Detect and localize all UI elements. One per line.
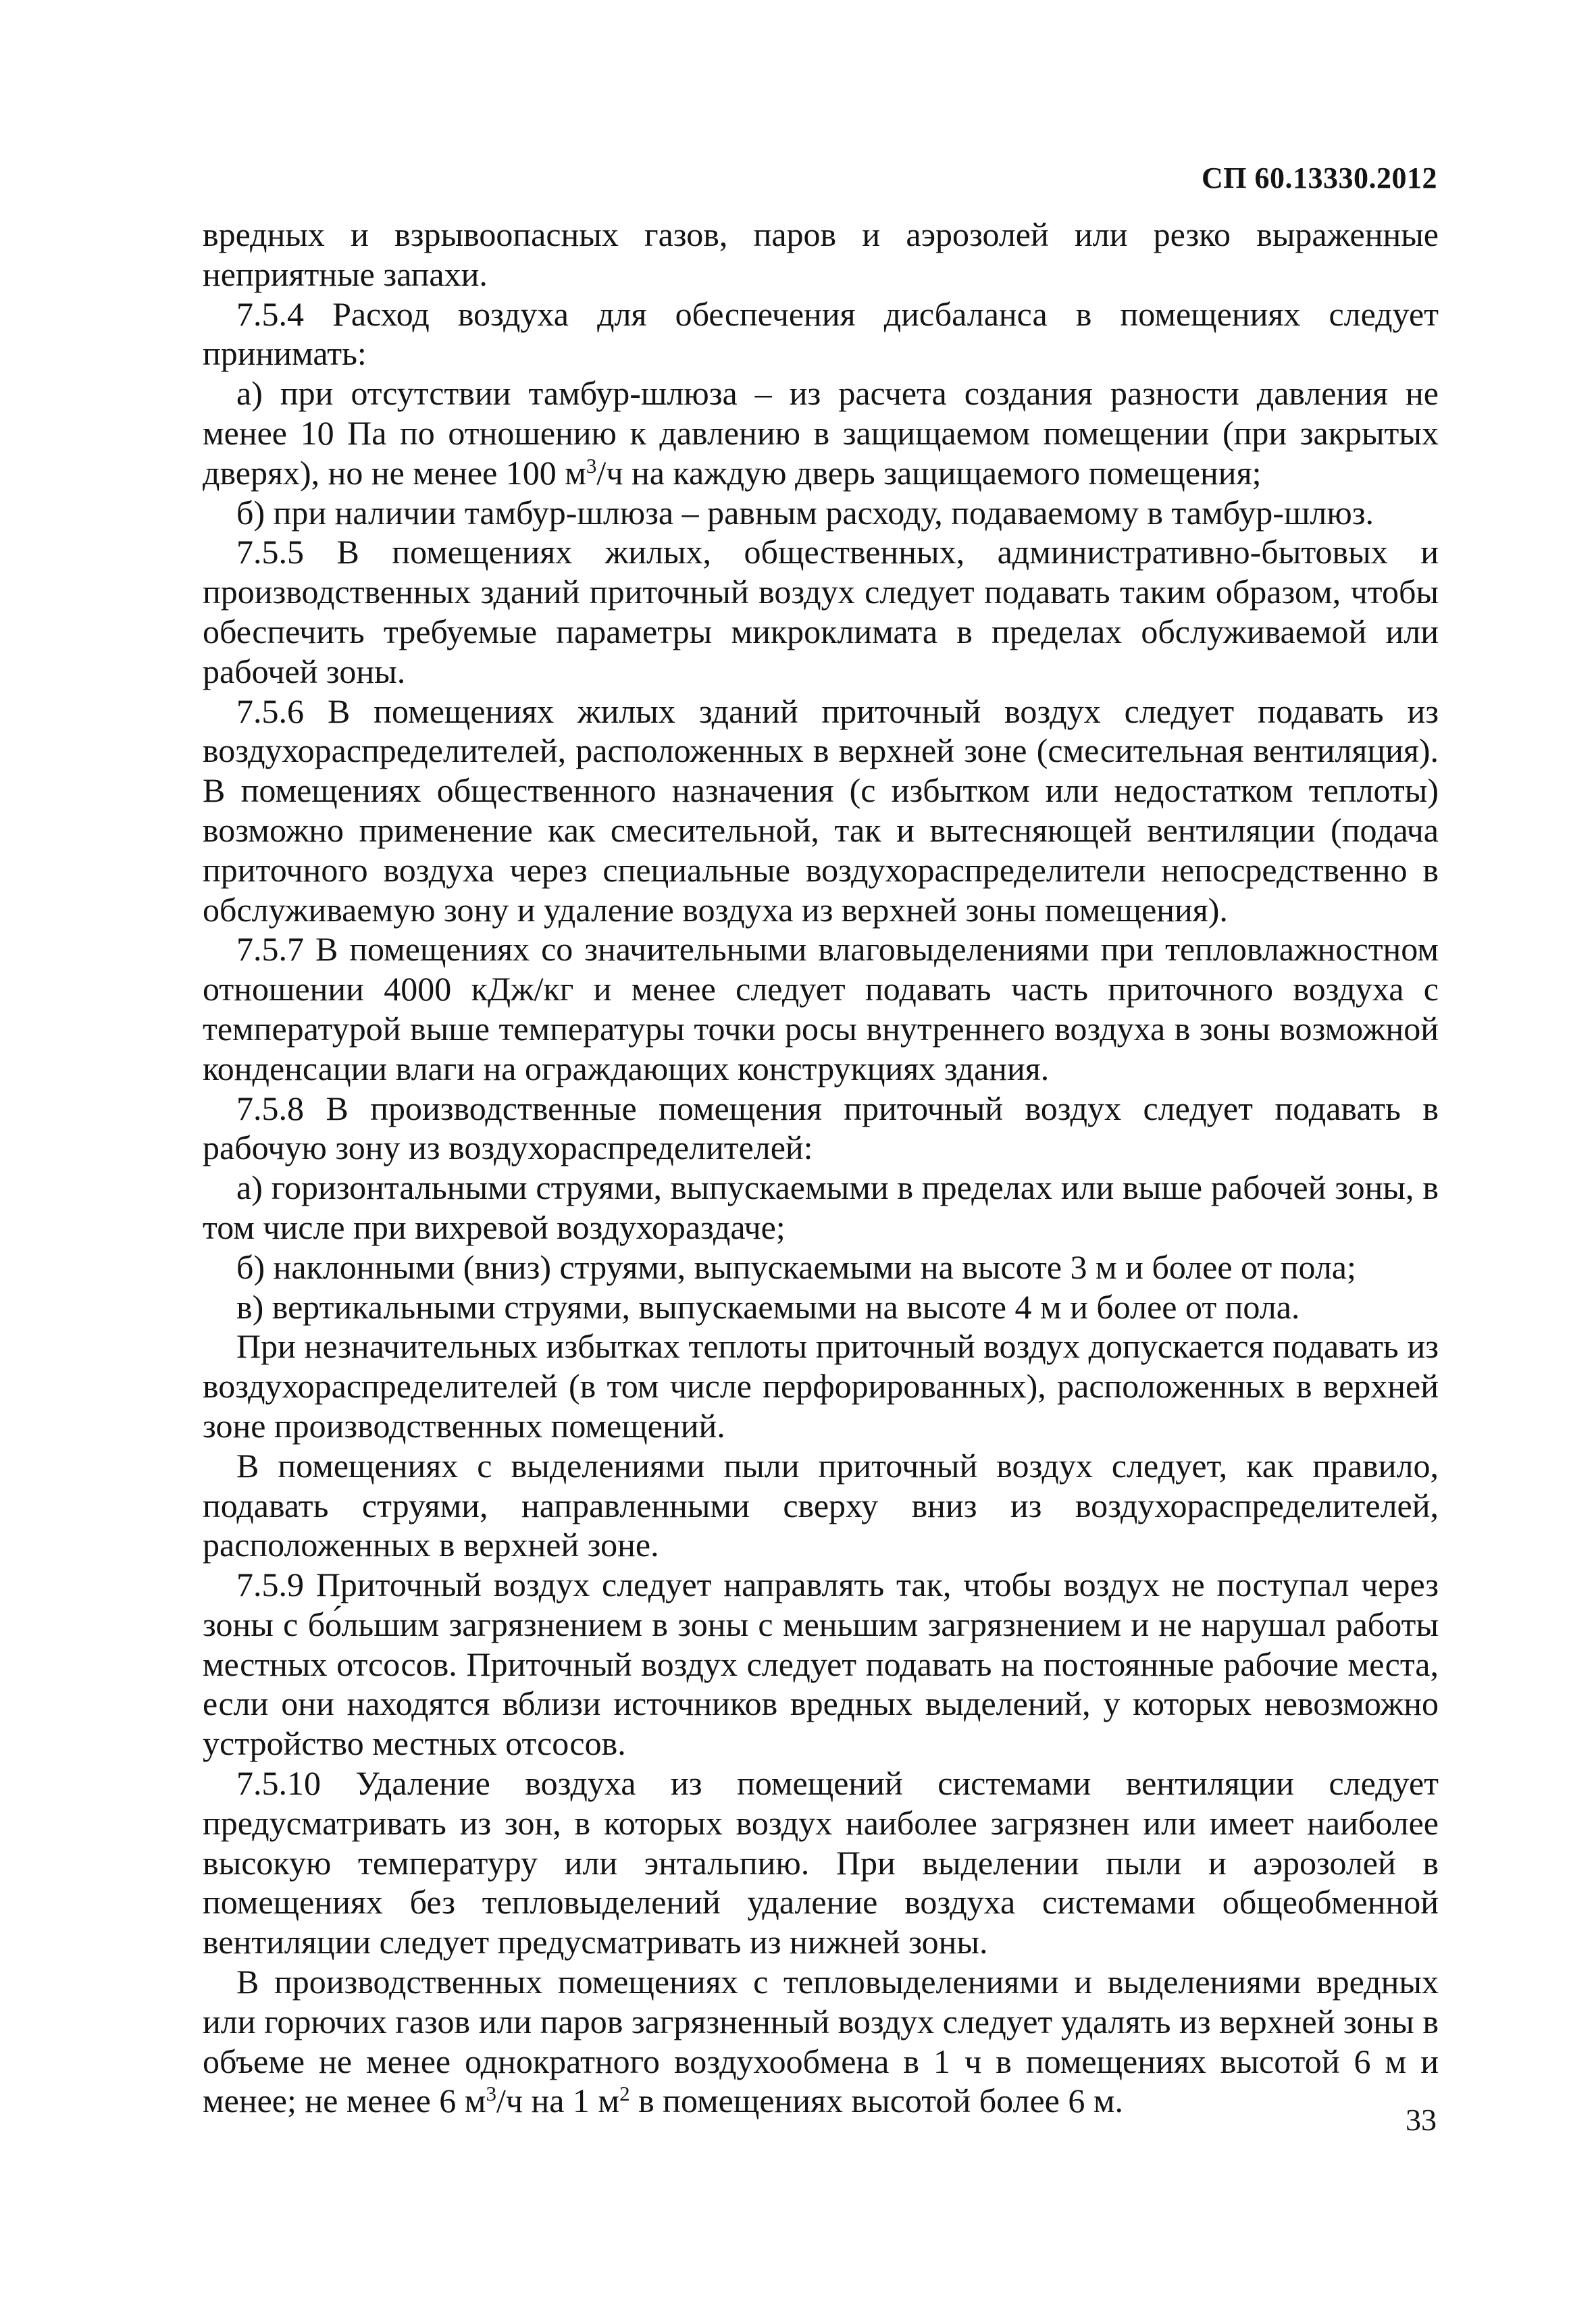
text-run: /ч на каждую дверь защищаемого помещения; xyxy=(596,453,1262,492)
paragraph-7-5-9: 7.5.9 Приточный воздух следует направлять так, чтобы воздух не поступал через зоны с бо́льшим загрязнением в зоны с меньшим загрязнением и не нарушал работы местных отсосов. Приточный воздух следует подавать на постоянные рабочие места, если они находятся вблизи источников вредных выделений, у которых невозможно устройство местных отсосов. xyxy=(203,1566,1439,1763)
document-code: СП 60.13330.2012 xyxy=(1202,161,1437,195)
paragraph: При незначительных избытках теплоты приточный воздух допускается подавать из воздухораспределителей (в том числе перфорированных), расположенных в верхней зоне производственных помещений. xyxy=(203,1327,1439,1445)
page-number: 33 xyxy=(1406,2103,1437,2137)
superscript: 2 xyxy=(619,2082,630,2106)
text-run: в помещениях высотой более 6 м. xyxy=(629,2082,1123,2120)
text-run: а) при отсутствии тамбур-шлюза – из расчета создания разности давления не менее 10 Па по отношению к давлению в защищаемом помещении (при закрытых дверях), но не менее 100 м xyxy=(203,374,1439,492)
list-item-a: а) горизонтальными струями, выпускаемыми в пределах или выше рабочей зоны, в том числе при вихревой воздухораздаче; xyxy=(203,1168,1439,1246)
paragraph-7-5-7: 7.5.7 В помещениях со значительными влаговыделениями при тепловлажностном отношении 4000 кДж/кг и менее следует подавать часть приточного воздуха с температурой выше температуры точки росы внутреннего воздуха в зоны возможной конденсации влаги на ограждающих конструкциях здания. xyxy=(203,930,1439,1087)
paragraph-7-5-8: 7.5.8 В производственные помещения приточный воздух следует подавать в рабочую зону из воздухораспределителей: xyxy=(203,1089,1439,1167)
list-item-a xyxy=(203,374,1439,492)
paragraph: В помещениях с выделениями пыли приточный воздух следует, как правило, подавать струями, направленными сверху вниз из воздухораспределителей, расположенных в верхней зоне. xyxy=(203,1446,1439,1564)
paragraph-7-5-4: 7.5.4 Расход воздуха для обеспечения дисбаланса в помещениях следует принимать: xyxy=(203,294,1439,373)
paragraph-continuation: вредных и взрывоопасных газов, паров и аэрозолей или резко выраженные неприятные запахи. xyxy=(203,215,1439,293)
paragraph-7-5-10: 7.5.10 Удаление воздуха из помещений системами вентиляции следует предусматривать из зон, в которых воздух наиболее загрязнен или имеет наиболее высокую температуру или энтальпию. При выделении пыли и аэрозолей в помещениях без тепловыделений удаление воздуха системами общеобменной вентиляции следует предусматривать из нижней зоны. xyxy=(203,1764,1439,1961)
list-item-v: в) вертикальными струями, выпускаемыми на высоте 4 м и более от пола. xyxy=(236,1287,1300,1326)
document-body xyxy=(203,215,1439,2121)
superscript: 3 xyxy=(486,2082,496,2106)
list-item-b: б) наклонными (вниз) струями, выпускаемыми на высоте 3 м и более от пола; xyxy=(236,1248,1356,1286)
paragraph-7-5-6: 7.5.6 В помещениях жилых зданий приточный воздух следует подавать из воздухораспределителей, расположенных в верхней зоне (смесительная вентиляция). В помещениях общественного назначения (с избытком или недостатком теплоты) возможно применение как смесительной, так и вытесняющей вентиляции (подача приточного воздуха через специальные воздухораспределители непосредственно в обслуживаемую зону и удаление воздуха из верхней зоны помещения). xyxy=(203,692,1439,929)
superscript: 3 xyxy=(586,453,597,478)
paragraph-7-5-5: 7.5.5 В помещениях жилых, общественных, административно-бытовых и производственных зданий приточный воздух следует подавать таким образом, чтобы обеспечить требуемые параметры микроклимата в пределах обслуживаемой или рабочей зоны. xyxy=(203,533,1439,690)
text-run: /ч на 1 м xyxy=(496,2082,620,2120)
text-run: В производственных помещениях с тепловыделениями и выделениями вредных или горючих газов или паров загрязненный воздух следует удалять из верхней зоны в объеме не менее однократного воздухообмена в 1 ч в помещениях высотой 6 м и менее; не менее 6 м xyxy=(203,1963,1439,2120)
list-item-b: б) при наличии тамбур-шлюза – равным расходу, подаваемому в тамбур-шлюз. xyxy=(236,493,1374,532)
paragraph xyxy=(203,1962,1439,2121)
